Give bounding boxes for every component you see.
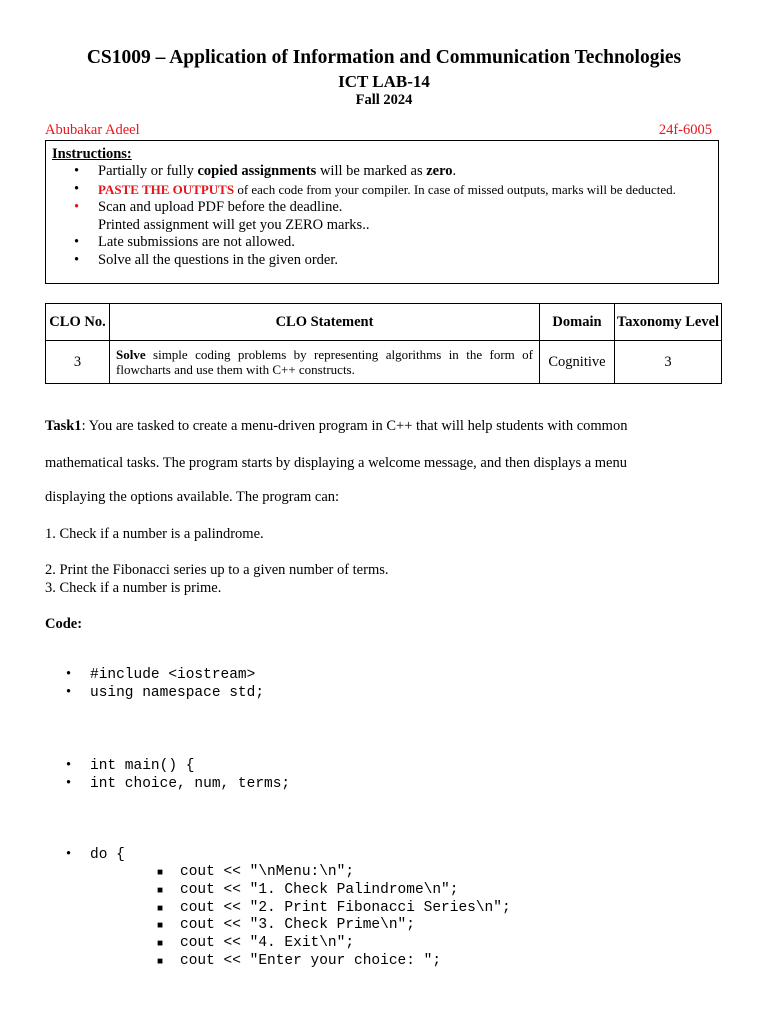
bullet-icon: • bbox=[74, 199, 80, 215]
bullet-icon: • bbox=[66, 666, 72, 682]
instruction-item: • Scan and upload PDF before the deadline. Printed assignment will get you ZERO marks.. bbox=[74, 199, 370, 233]
bullet-icon: • bbox=[74, 163, 80, 179]
code-line: int choice, num, terms; bbox=[90, 776, 291, 792]
bullet-icon: • bbox=[66, 757, 72, 773]
square-bullet-icon: ■ bbox=[157, 903, 164, 914]
clo-table bbox=[45, 303, 722, 384]
student-name: Abubakar Adeel bbox=[45, 122, 140, 138]
lab-title: ICT LAB-14 bbox=[338, 72, 430, 91]
square-bullet-icon: ■ bbox=[157, 885, 164, 896]
bullet-icon: • bbox=[74, 251, 80, 268]
level-cell: 3 bbox=[615, 341, 722, 384]
table-row bbox=[46, 341, 722, 384]
square-bullet-icon: ■ bbox=[157, 920, 164, 931]
col-header-taxonomy: Taxonomy Level bbox=[615, 304, 722, 341]
bullet-icon: • bbox=[66, 684, 72, 700]
table-header-row bbox=[46, 304, 722, 341]
code-line: using namespace std; bbox=[90, 685, 265, 701]
code-line-nested: cout << "\nMenu:\n"; bbox=[180, 864, 355, 880]
square-bullet-icon: ■ bbox=[157, 956, 164, 967]
square-bullet-icon: ■ bbox=[157, 938, 164, 949]
task-line-2: mathematical tasks. The program starts by displaying a welcome message, and then displays a menu bbox=[45, 455, 627, 471]
instructions-title: Instructions: bbox=[52, 146, 132, 162]
course-title: CS1009 – Application of Information and Communication Technologies bbox=[86, 47, 682, 68]
bullet-icon: • bbox=[74, 180, 80, 197]
col-header-domain: Domain bbox=[540, 304, 615, 341]
task-line-1: Task1: You are tasked to create a menu-driven program in C++ that will help students with common bbox=[45, 418, 628, 434]
code-line: do { bbox=[90, 847, 125, 863]
code-line-nested: cout << "3. Check Prime\n"; bbox=[180, 917, 415, 933]
roll-number: 24f-6005 bbox=[658, 122, 712, 138]
task-line-3: displaying the options available. The program can: bbox=[45, 489, 340, 505]
code-label: Code: bbox=[45, 616, 83, 632]
col-header-statement: CLO Statement bbox=[110, 304, 540, 341]
instruction-item: • Late submissions are not allowed. bbox=[74, 234, 295, 250]
instruction-item: • PASTE THE OUTPUTS of each code from your compiler. In case of missed outputs, marks will be deducted. bbox=[74, 180, 676, 197]
clo-no-cell: 3 bbox=[46, 341, 110, 384]
instruction-item: • Solve all the questions in the given order. bbox=[74, 251, 339, 268]
instructions-list bbox=[46, 163, 676, 269]
instructions-box bbox=[45, 140, 719, 284]
task-option-3: 3. Check if a number is prime. bbox=[45, 580, 222, 596]
clo-statement-cell: Solve simple coding problems by representing algorithms in the form of flowcharts and use them with C++ constructs. bbox=[110, 341, 540, 384]
col-header-clo-no: CLO No. bbox=[46, 304, 110, 341]
term: Fall 2024 bbox=[355, 92, 413, 108]
bullet-icon: • bbox=[66, 775, 72, 791]
code-line: #include <iostream> bbox=[90, 667, 256, 683]
code-line-nested: cout << "4. Exit\n"; bbox=[180, 935, 355, 951]
code-line: int main() { bbox=[90, 758, 195, 774]
domain-cell: Cognitive bbox=[540, 341, 615, 384]
bullet-icon: • bbox=[66, 846, 72, 862]
task-option-2: 2. Print the Fibonacci series up to a given number of terms. bbox=[45, 562, 389, 578]
code-line-nested: cout << "2. Print Fibonacci Series\n"; bbox=[180, 900, 511, 916]
bullet-icon: • bbox=[74, 234, 80, 250]
instruction-item: • Partially or fully copied assignments will be marked as zero. bbox=[74, 163, 457, 179]
task-option-1: 1. Check if a number is a palindrome. bbox=[45, 526, 264, 542]
code-line-nested: cout << "1. Check Palindrome\n"; bbox=[180, 882, 459, 898]
code-line-nested: cout << "Enter your choice: "; bbox=[180, 953, 442, 969]
square-bullet-icon: ■ bbox=[157, 867, 164, 878]
